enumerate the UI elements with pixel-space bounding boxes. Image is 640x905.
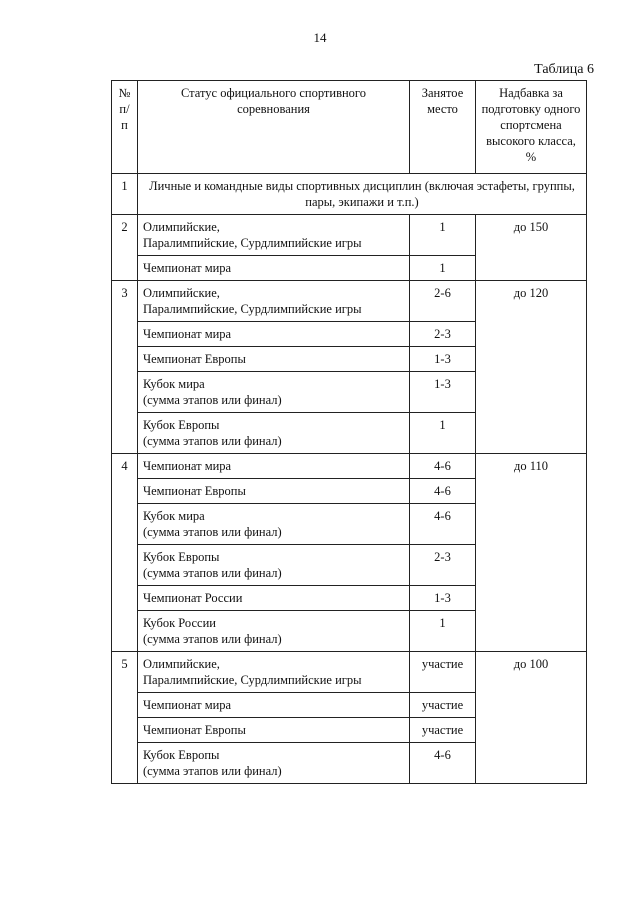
place-value: 4-6 — [410, 479, 476, 504]
place-value: 1-3 — [410, 372, 476, 413]
competition-status-line: Чемпионат мира — [143, 698, 232, 712]
header-num-line: № — [118, 86, 131, 100]
header-bonus — [476, 81, 587, 174]
competition-status-line: Паралимпийские, Сурдлимпийские игры — [143, 673, 362, 687]
place-value: 1 — [410, 215, 476, 256]
section-title-line: Личные и командные виды спортивных дисциплин (включая эстафеты, группы, — [149, 179, 575, 193]
table-row — [112, 281, 587, 322]
bonus-value: до 110 — [476, 454, 587, 652]
competition-status — [138, 256, 410, 281]
competition-status-line: Олимпийские, — [143, 220, 220, 234]
header-place — [410, 81, 476, 174]
competition-status-line: (сумма этапов или финал) — [143, 632, 282, 646]
competition-status-line: (сумма этапов или финал) — [143, 566, 282, 580]
competition-status — [138, 652, 410, 693]
competition-status — [138, 479, 410, 504]
competition-status-line: Кубок Европы — [143, 748, 220, 762]
place-value: 2-6 — [410, 281, 476, 322]
header-bonus-line: высокого класса, — [486, 134, 576, 148]
bonus-value: до 100 — [476, 652, 587, 784]
place-value: участие — [410, 718, 476, 743]
place-value: 1 — [410, 256, 476, 281]
competition-status — [138, 372, 410, 413]
competition-status — [138, 347, 410, 372]
competition-status-line: Кубок мира — [143, 377, 205, 391]
competition-status-line: Чемпионат мира — [143, 261, 232, 275]
competition-status — [138, 454, 410, 479]
competition-status-line: (сумма этапов или финал) — [143, 434, 282, 448]
table-header-row — [112, 81, 587, 174]
header-bonus-line: спортсмена — [500, 118, 562, 132]
page-number: 14 — [313, 30, 327, 45]
place-value: участие — [410, 693, 476, 718]
table-row — [112, 174, 587, 215]
competition-status — [138, 322, 410, 347]
section-title-line: пары, экипажи и т.п.) — [305, 195, 419, 209]
competition-status-line: Чемпионат Европы — [143, 723, 246, 737]
competition-status-line: Кубок Европы — [143, 418, 220, 432]
competition-status-line: (сумма этапов или финал) — [143, 764, 282, 778]
place-value: 4-6 — [410, 504, 476, 545]
header-place-line: место — [427, 102, 458, 116]
competition-status-line: Чемпионат Европы — [143, 352, 246, 366]
table-row — [112, 215, 587, 256]
row-number: 3 — [112, 281, 138, 454]
row-number: 4 — [112, 454, 138, 652]
competition-status-line: Олимпийские, — [143, 286, 220, 300]
header-place-line: Занятое — [421, 86, 464, 100]
competition-status — [138, 504, 410, 545]
place-value: 4-6 — [410, 454, 476, 479]
row-number: 5 — [112, 652, 138, 784]
competition-status — [138, 215, 410, 256]
place-value: участие — [410, 652, 476, 693]
header-status-line: Статус официального спортивного — [180, 86, 366, 100]
header-num-line: п/п — [119, 102, 130, 132]
competition-status-line: (сумма этапов или финал) — [143, 525, 282, 539]
competition-status-line: Паралимпийские, Сурдлимпийские игры — [143, 236, 362, 250]
place-value: 2-3 — [410, 322, 476, 347]
header-bonus-line: % — [525, 150, 537, 164]
competition-status-line: Чемпионат Европы — [143, 484, 246, 498]
competition-status — [138, 545, 410, 586]
competition-status-line: Паралимпийские, Сурдлимпийские игры — [143, 302, 362, 316]
place-value: 1 — [410, 413, 476, 454]
competition-status-line: Чемпионат мира — [143, 327, 232, 341]
place-value: 1-3 — [410, 586, 476, 611]
header-bonus-line: Надбавка за — [499, 86, 563, 100]
competition-status — [138, 718, 410, 743]
header-bonus-line: подготовку одного — [481, 102, 581, 116]
place-value: 2-3 — [410, 545, 476, 586]
place-value: 4-6 — [410, 743, 476, 784]
competition-status — [138, 611, 410, 652]
bonus-value: до 120 — [476, 281, 587, 454]
bonus-value: до 150 — [476, 215, 587, 281]
row-number: 2 — [112, 215, 138, 281]
competition-status-line: Чемпионат мира — [143, 459, 232, 473]
competition-status-line: Олимпийские, — [143, 657, 220, 671]
header-num — [112, 81, 138, 174]
competition-status — [138, 281, 410, 322]
competition-status-line: Кубок Европы — [143, 550, 220, 564]
table-row — [112, 454, 587, 479]
place-value: 1 — [410, 611, 476, 652]
competition-status-line: Чемпионат России — [143, 591, 243, 605]
header-status — [138, 81, 410, 174]
competition-status — [138, 586, 410, 611]
table-caption: Таблица 6 — [534, 62, 594, 77]
header-status-line: соревнования — [237, 102, 310, 116]
row-number: 1 — [112, 174, 138, 215]
competition-status-line: Кубок России — [143, 616, 216, 630]
competition-status-line: (сумма этапов или финал) — [143, 393, 282, 407]
competition-status — [138, 693, 410, 718]
section-title — [138, 174, 587, 215]
competition-status — [138, 413, 410, 454]
competition-status-line: Кубок мира — [143, 509, 205, 523]
place-value: 1-3 — [410, 347, 476, 372]
competition-status — [138, 743, 410, 784]
table-row — [112, 652, 587, 693]
bonus-table — [111, 80, 587, 784]
